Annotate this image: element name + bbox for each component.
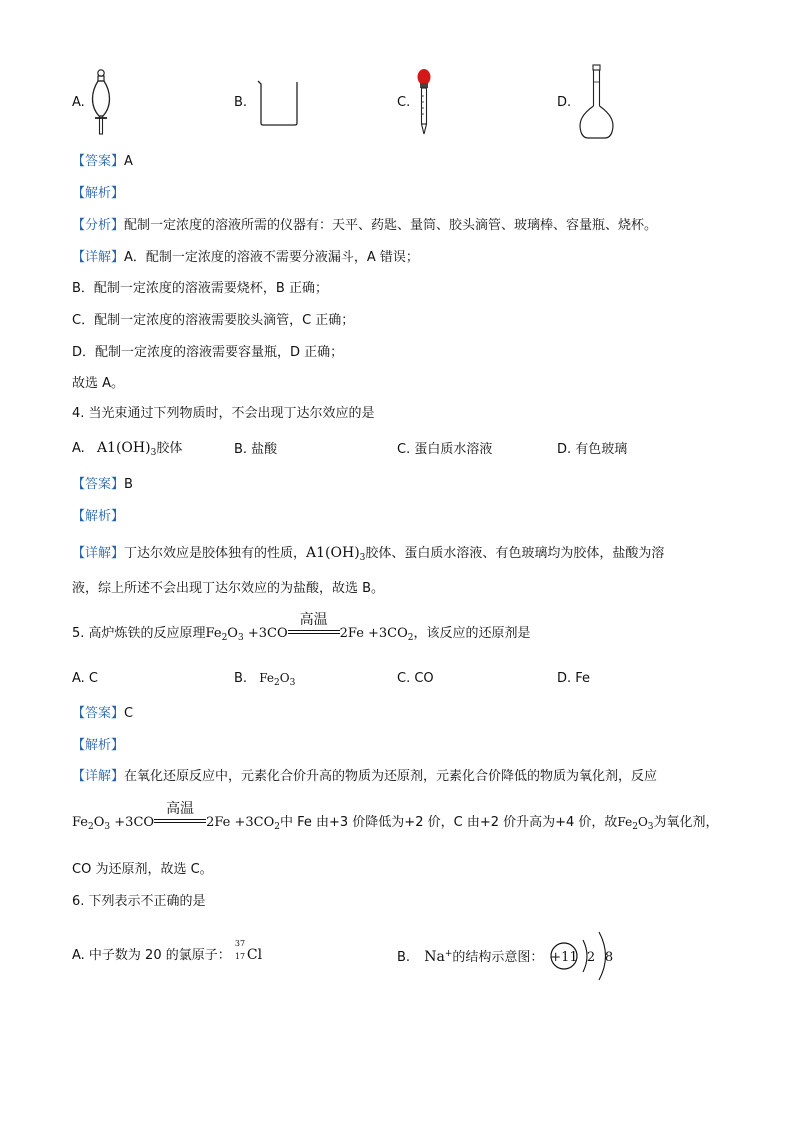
q5-equation: $Fe_2O_3 +3CO$ 高温 $2Fe +3CO_2$ [206,626,414,641]
detail-tag: 【详解】 [72,769,125,784]
q5-detail-mid: 中 Fe 由+3 价降低为+2 价，C 由+2 价升高为+4 价，故 [279,815,618,830]
detail-tag: 【详解】 [72,250,125,265]
q4-option-c: C. 蛋白质水溶液 [397,442,493,457]
q6-option-a [72,939,263,963]
q4-option-a [72,437,182,458]
q3-answer: A [124,154,133,169]
q6-mass-number: 37 [234,939,246,948]
q5-option-b: B. $Fe_2O_3$ [234,671,296,688]
q5-answer-line [72,702,133,721]
q4-option-a-letter: A. [72,441,85,456]
shell-1-electrons: 2 [586,950,596,965]
q3-answer-line [72,150,133,169]
q6-ion-charge: + [444,949,453,959]
q4-option-a-text: 胶体 [156,441,183,456]
q6-stem: 6. 下列表示不正确的是 [72,894,206,909]
q5-option-a: A. C [72,671,99,686]
q6-option-b [397,946,543,965]
q5-detail-condition: 高温 [166,801,195,817]
shell-2-electrons: 8 [604,950,614,965]
q5-detail-mid2: 为氧化剂， [653,815,719,830]
q5-option-c: C. CO [397,671,434,686]
q3-detail-a: A．配制一定浓度的溶液不需要分液漏斗，A 错误； [124,250,419,265]
q4-formula: A1(OH) [96,440,151,456]
q3-detail-line-1 [72,246,419,265]
answer-tag: 【答案】 [72,154,125,169]
q6-element-symbol: Cl [246,947,263,963]
q4-formula-sub: 3 [150,448,157,458]
beaker-icon [255,78,301,128]
q4-detail-line-2: 液，综上所述不会出现丁达尔效应的为盐酸，故选 B。 [72,581,385,596]
separatory-funnel-icon [86,68,116,136]
option-d-letter: D. [557,95,572,110]
detail-tag: 【详解】 [72,546,125,561]
q6-option-b-letter: B. [397,950,411,965]
q5-stem-post: ，该反应的还原剂是 [413,626,531,641]
q5-answer: C [124,706,134,721]
q5-stem [72,612,531,643]
answer-tag: 【答案】 [72,706,125,721]
q3-fenxi-line [72,214,657,233]
q4-detail-formula-sub: 3 [359,553,366,563]
q4-analysis-tag: 【解析】 [72,509,125,524]
q4-answer-line [72,473,133,492]
q5-detail-text: 在氧化还原反应中，元素化合价升高的物质为还原剂，元素化合价降低的物质为氧化剂，反应 [124,769,658,784]
q3-fenxi-text: 配制一定浓度的溶液所需的仪器有：天平、药匙、量筒、胶头滴管、玻璃棒、容量瓶、烧杯。 [124,218,658,233]
na-ion-structure-diagram [544,928,624,984]
option-c-letter: C. [397,95,411,110]
answer-tag: 【答案】 [72,477,125,492]
q5-detail-line-3: CO 为还原剂，故选 C。 [72,862,213,877]
q6-option-a-text: A. 中子数为 20 的氯原子： [72,948,231,963]
q3-analysis-tag: 【解析】 [72,186,125,201]
q4-detail-part1: 丁达尔效应是胶体独有的性质， [124,546,307,561]
fenxi-tag: 【分析】 [72,218,125,233]
option-b-letter: B. [234,95,248,110]
dropper-icon [414,68,434,136]
q5-analysis-tag: 【解析】 [72,738,125,753]
nucleus-charge: +11 [550,950,578,965]
q3-detail-c: C．配制一定浓度的溶液需要胶头滴管，C 正确； [72,313,355,328]
q6-option-b-text: 的结构示意图： [452,950,544,965]
q4-option-b: B. 盐酸 [234,442,278,457]
q5-condition: 高温 [299,612,328,628]
q5-option-b-letter: B. [234,671,248,686]
q4-option-d: D. 有色玻璃 [557,442,628,457]
q6-ion: Na [424,949,445,965]
q4-detail-formula: A1(OH) [306,545,360,561]
q4-answer: B [124,477,133,492]
q5-option-d: D. Fe [557,671,591,686]
q3-detail-d: D．配制一定浓度的溶液需要容量瓶，D 正确； [72,345,344,360]
q5-detail-line-1 [72,765,657,784]
q5-stem-pre: 5. 高炉炼铁的反应原理 [72,626,206,641]
option-a-letter: A. [72,95,85,110]
q4-stem: 4. 当光束通过下列物质时，不会出现丁达尔效应的是 [72,406,375,421]
q3-conclusion: 故选 A。 [72,376,125,391]
q3-detail-b: B．配制一定浓度的溶液需要烧杯，B 正确； [72,281,328,296]
q4-detail-part2: 胶体、蛋白质水溶液、有色玻璃均为胶体，盐酸为溶 [365,546,665,561]
q5-detail-line-2: $Fe_2O_3 +3CO$ 高温 $2Fe +3CO_2$中 Fe 由+3 价降低为+2 价，C 由+2 价升高为+4 价，故$Fe_2O_3$为氧化剂， [72,811,719,832]
volumetric-flask-icon [576,64,616,142]
q4-detail-line-1 [72,542,664,563]
q6-atomic-number: 17 [234,952,246,961]
